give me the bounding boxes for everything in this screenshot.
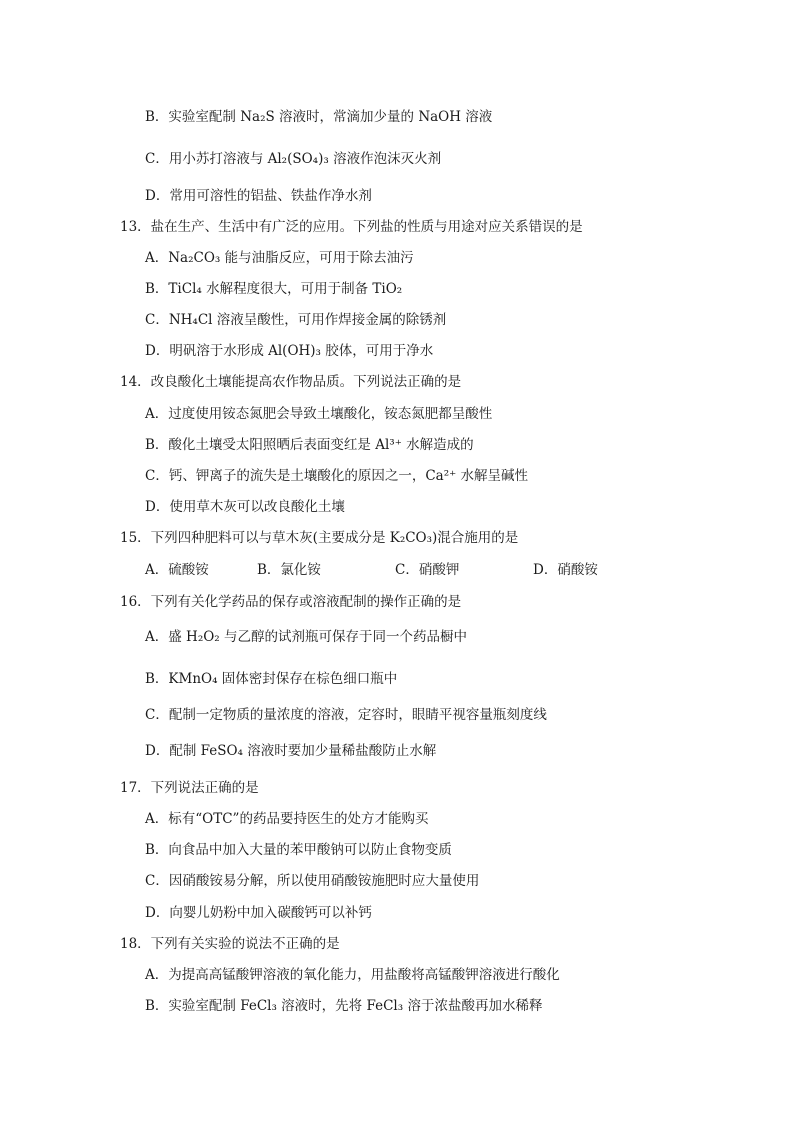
option-18-b: B．实验室配制 FeCl₃ 溶液时，先将 FeCl₃ 溶于浓盐酸再加水稀释 [145,998,543,1014]
question-16: 16．下列有关化学药品的保存或溶液配制的操作正确的是 [120,594,462,610]
option-18-a: A．为提高高锰酸钾溶液的氧化能力，用盐酸将高锰酸钾溶液进行酸化 [145,967,560,983]
option-15-b: B．氯化铵 [257,562,321,578]
option-16-d: D．配制 FeSO₄ 溶液时要加少量稀盐酸防止水解 [145,743,437,759]
option-16-a: A．盛 H₂O₂ 与乙醇的试剂瓶可保存于同一个药品橱中 [145,629,467,645]
option-12-c: C．用小苏打溶液与 Al₂(SO₄)₃ 溶液作泡沫灭火剂 [145,151,442,167]
question-18: 18．下列有关实验的说法不正确的是 [120,936,340,952]
options-15-row [145,561,598,579]
option-13-d: D．明矾溶于水形成 Al(OH)₃ 胶体，可用于净水 [145,343,434,359]
option-13-a: A．Na₂CO₃ 能与油脂反应，可用于除去油污 [145,250,414,266]
option-12-b: B．实验室配制 Na₂S 溶液时，常滴加少量的 NaOH 溶液 [145,109,493,125]
question-15: 15．下列四种肥料可以与草木灰(主要成分是 K₂CO₃)混合施用的是 [120,530,519,546]
question-13: 13．盐在生产、生活中有广泛的应用。下列盐的性质与用途对应关系错误的是 [120,219,583,235]
option-14-a: A．过度使用铵态氮肥会导致土壤酸化，铵态氮肥都呈酸性 [145,406,493,422]
question-17: 17．下列说法正确的是 [120,780,259,796]
option-17-b: B．向食品中加入大量的苯甲酸钠可以防止食物变质 [145,842,452,858]
option-15-c: C．硝酸钾 [395,562,460,578]
option-14-c: C．钙、钾离子的流失是土壤酸化的原因之一，Ca²⁺ 水解呈碱性 [145,468,529,484]
option-17-a: A．标有“OTC”的药品要持医生的处方才能购买 [145,811,429,827]
option-14-b: B．酸化土壤受太阳照晒后表面变红是 Al³⁺ 水解造成的 [145,437,474,453]
option-14-d: D．使用草木灰可以改良酸化土壤 [145,499,345,515]
option-16-b: B．KMnO₄ 固体密封保存在棕色细口瓶中 [145,671,398,687]
option-15-a: A．硫酸铵 [145,562,209,578]
option-16-c: C．配制一定物质的量浓度的溶液，定容时，眼睛平视容量瓶刻度线 [145,707,547,723]
option-12-d: D．常用可溶性的铝盐、铁盐作净水剂 [145,188,372,204]
question-14: 14．改良酸化土壤能提高农作物品质。下列说法正确的是 [120,374,462,390]
option-17-d: D．向婴儿奶粉中加入碳酸钙可以补钙 [145,905,372,921]
option-17-c: C．因硝酸铵易分解，所以使用硝酸铵施肥时应大量使用 [145,873,480,889]
option-13-c: C．NH₄Cl 溶液呈酸性，可用作焊接金属的除锈剂 [145,312,447,328]
option-13-b: B．TiCl₄ 水解程度很大，可用于制备 TiO₂ [145,281,403,297]
option-15-d: D．硝酸铵 [533,562,598,578]
